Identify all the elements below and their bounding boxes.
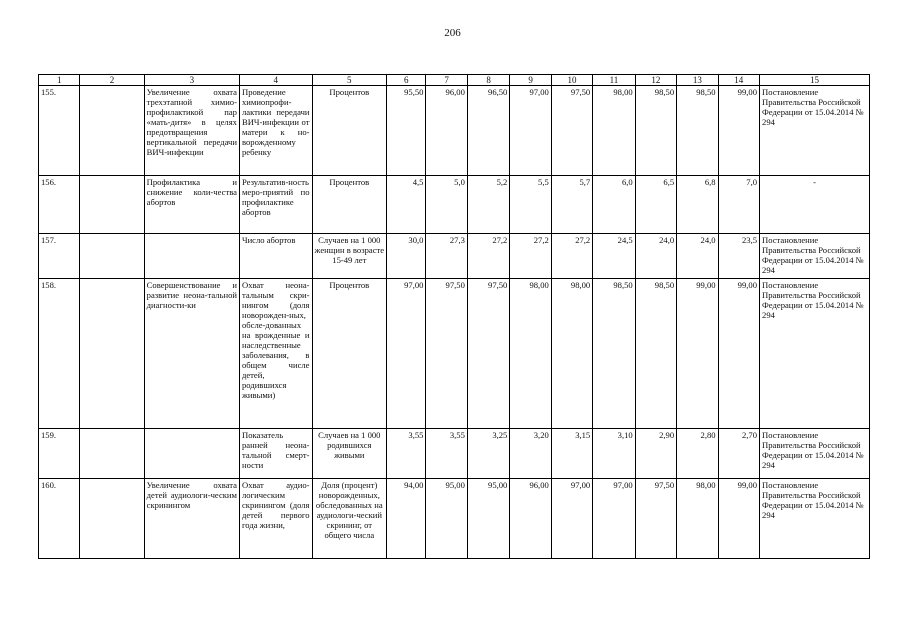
cell-col2 xyxy=(80,429,144,479)
unit-of-measure: Процентов xyxy=(312,279,387,429)
indicator-value: 97,50 xyxy=(467,279,509,429)
task-description: Увеличение охвата детей аудиологи-ческим скринингом xyxy=(144,479,239,559)
row-number: 155. xyxy=(39,86,80,176)
indicator-name: Охват аудио-логическим скринингом (доля детей первого года жизни, xyxy=(239,479,312,559)
task-description: Совершенствование и развитие неона-тальной диагности-ки xyxy=(144,279,239,429)
cell-col2 xyxy=(80,176,144,234)
indicator-value: 98,00 xyxy=(677,479,718,559)
row-number: 157. xyxy=(39,234,80,279)
indicator-value: 24,0 xyxy=(635,234,676,279)
indicator-value: 97,50 xyxy=(551,86,592,176)
column-header: 3 xyxy=(144,75,239,86)
unit-of-measure: Случаев на 1 000 родившихся живыми xyxy=(312,429,387,479)
table-row xyxy=(39,279,870,429)
task-description xyxy=(144,429,239,479)
table-row xyxy=(39,429,870,479)
cell-col2 xyxy=(80,279,144,429)
indicator-value: 99,00 xyxy=(718,279,759,429)
indicator-value: 96,00 xyxy=(510,479,551,559)
indicator-value: 3,25 xyxy=(467,429,509,479)
indicator-value: 5,0 xyxy=(426,176,467,234)
indicator-value: 3,10 xyxy=(593,429,635,479)
column-header: 12 xyxy=(635,75,676,86)
indicator-value: 3,55 xyxy=(387,429,426,479)
table-header-row xyxy=(39,75,870,86)
indicator-name: Показатель ранней неона-тальной смерт-ности xyxy=(239,429,312,479)
legal-basis: Постановление Правительства Российской Федерации от 15.04.2014 № 294 xyxy=(760,86,870,176)
indicator-value: 2,90 xyxy=(635,429,676,479)
indicator-name: Число абортов xyxy=(239,234,312,279)
indicator-value: 3,15 xyxy=(551,429,592,479)
column-header: 11 xyxy=(593,75,635,86)
indicator-value: 6,0 xyxy=(593,176,635,234)
unit-of-measure: Процентов xyxy=(312,86,387,176)
indicator-value: 98,50 xyxy=(677,86,718,176)
indicator-value: 98,00 xyxy=(593,86,635,176)
indicator-value: 4,5 xyxy=(387,176,426,234)
indicator-value: 30,0 xyxy=(387,234,426,279)
cell-col2 xyxy=(80,234,144,279)
task-description xyxy=(144,234,239,279)
column-header: 6 xyxy=(387,75,426,86)
indicator-value: 96,00 xyxy=(426,86,467,176)
indicator-value: 98,50 xyxy=(593,279,635,429)
cell-col2 xyxy=(80,479,144,559)
column-header: 2 xyxy=(80,75,144,86)
indicator-value: 97,00 xyxy=(593,479,635,559)
indicator-value: 94,00 xyxy=(387,479,426,559)
page-number: 206 xyxy=(444,27,461,39)
indicator-value: 6,8 xyxy=(677,176,718,234)
table-row xyxy=(39,176,870,234)
indicators-table xyxy=(38,74,870,559)
indicator-name: Охват неона-тальным скри-нингом (доля новорожден-ных, обсле-дованных на врожденные и наследственные заболевания, в общем числе детей, родившихся живыми) xyxy=(239,279,312,429)
unit-of-measure: Доля (процент) новорожденных, обследованных на аудиологи-ческий скрининг, от общего числа xyxy=(312,479,387,559)
column-header: 9 xyxy=(510,75,551,86)
indicator-value: 24,0 xyxy=(677,234,718,279)
column-header: 4 xyxy=(239,75,312,86)
column-header: 10 xyxy=(551,75,592,86)
indicator-value: 98,50 xyxy=(635,279,676,429)
indicator-value: 97,00 xyxy=(387,279,426,429)
indicator-value: 2,80 xyxy=(677,429,718,479)
indicator-value: 27,2 xyxy=(510,234,551,279)
legal-basis: Постановление Правительства Российской Федерации от 15.04.2014 № 294 xyxy=(760,234,870,279)
indicator-value: 3,55 xyxy=(426,429,467,479)
indicator-value: 97,00 xyxy=(551,479,592,559)
cell-col2 xyxy=(80,86,144,176)
indicator-value: 96,50 xyxy=(467,86,509,176)
column-header: 1 xyxy=(39,75,80,86)
unit-of-measure: Процентов xyxy=(312,176,387,234)
indicator-value: 2,70 xyxy=(718,429,759,479)
indicator-value: 5,7 xyxy=(551,176,592,234)
indicator-value: 97,00 xyxy=(510,86,551,176)
indicator-value: 27,3 xyxy=(426,234,467,279)
indicator-value: 97,50 xyxy=(426,279,467,429)
unit-of-measure: Случаев на 1 000 женщин в возрасте 15-49 лет xyxy=(312,234,387,279)
column-header: 5 xyxy=(312,75,387,86)
indicator-value: 7,0 xyxy=(718,176,759,234)
indicator-value: 27,2 xyxy=(467,234,509,279)
indicator-value: 3,20 xyxy=(510,429,551,479)
table-row xyxy=(39,479,870,559)
indicator-name: Проведение химиопрофи-лактики передачи ВИЧ-инфекции от матери к но-ворожденному ребенку xyxy=(239,86,312,176)
legal-basis: Постановление Правительства Российской Федерации от 15.04.2014 № 294 xyxy=(760,479,870,559)
task-description: Увеличение охвата трехэтапной химио-профилактикой пар «мать-дитя» в целях предотвращения вертикальной передачи ВИЧ-инфекции xyxy=(144,86,239,176)
column-header: 8 xyxy=(467,75,509,86)
column-header: 13 xyxy=(677,75,718,86)
table-row xyxy=(39,86,870,176)
column-header: 14 xyxy=(718,75,759,86)
indicator-value: 95,50 xyxy=(387,86,426,176)
indicator-value: 97,50 xyxy=(635,479,676,559)
table-row xyxy=(39,234,870,279)
legal-basis: Постановление Правительства Российской Федерации от 15.04.2014 № 294 xyxy=(760,279,870,429)
indicator-value: 95,00 xyxy=(426,479,467,559)
indicator-value: 27,2 xyxy=(551,234,592,279)
row-number: 160. xyxy=(39,479,80,559)
indicator-value: 98,00 xyxy=(551,279,592,429)
indicator-value: 99,00 xyxy=(718,86,759,176)
indicator-value: 5,2 xyxy=(467,176,509,234)
indicator-value: 6,5 xyxy=(635,176,676,234)
row-number: 159. xyxy=(39,429,80,479)
column-header: 7 xyxy=(426,75,467,86)
indicator-name: Результатив-ность меро-приятий по профилактике абортов xyxy=(239,176,312,234)
indicator-value: 99,00 xyxy=(677,279,718,429)
indicator-value: 98,00 xyxy=(510,279,551,429)
row-number: 158. xyxy=(39,279,80,429)
task-description: Профилактика и снижение коли-чества абортов xyxy=(144,176,239,234)
indicator-value: 24,5 xyxy=(593,234,635,279)
indicator-value: 5,5 xyxy=(510,176,551,234)
indicator-value: 23,5 xyxy=(718,234,759,279)
indicator-value: 95,00 xyxy=(467,479,509,559)
legal-basis: Постановление Правительства Российской Федерации от 15.04.2014 № 294 xyxy=(760,429,870,479)
indicator-value: 98,50 xyxy=(635,86,676,176)
column-header: 15 xyxy=(760,75,870,86)
legal-basis: - xyxy=(760,176,870,234)
indicator-value: 99,00 xyxy=(718,479,759,559)
row-number: 156. xyxy=(39,176,80,234)
